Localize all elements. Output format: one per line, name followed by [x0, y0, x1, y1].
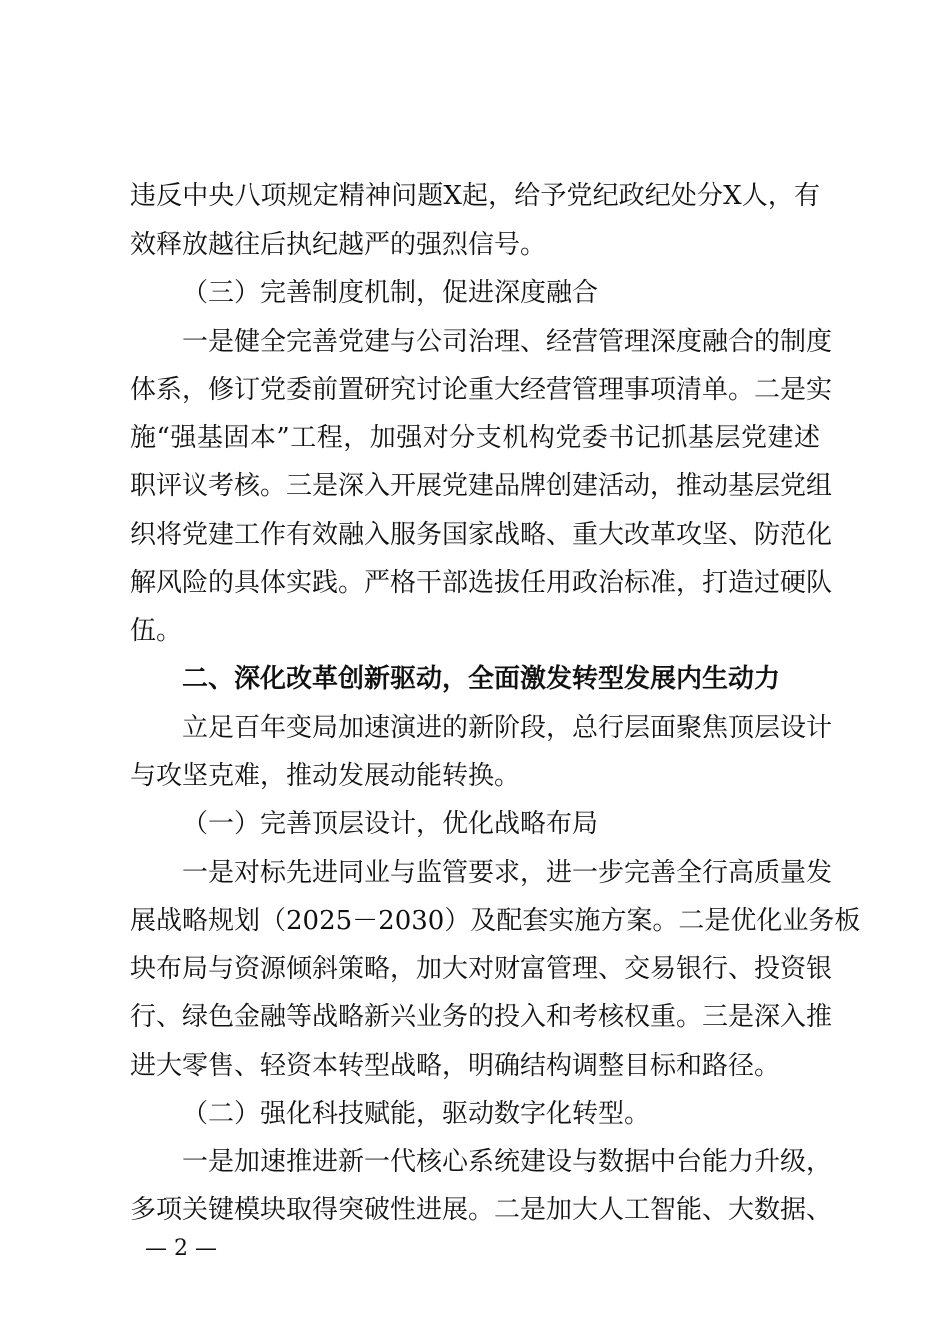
body-line: 多项关键模块取得突破性进展。二是加大人工智能、大数据、 — [130, 1195, 833, 1225]
body-line: 职评议考核。三是深入开展党建品牌创建活动，推动基层党组 — [130, 471, 833, 501]
body-line: 织将党建工作有效融入服务国家战略、重大改革攻坚、防范化 — [130, 520, 833, 550]
body-line: 与攻坚克难，推动发展动能转换。 — [130, 761, 521, 791]
body-line: 一是加速推进新一代核心系统建设与数据中台能力升级， — [182, 1147, 833, 1177]
body-line: 效释放越往后执纪越严的强烈信号。 — [130, 230, 547, 260]
body-line: 伍。 — [130, 616, 183, 646]
body-line: 立足百年变局加速演进的新阶段，总行层面聚焦顶层设计 — [182, 713, 833, 743]
body-line: 块布局与资源倾斜策略，加大对财富管理、交易银行、投资银 — [130, 954, 833, 984]
body-line: 一是健全完善党建与公司治理、经营管理深度融合的制度 — [182, 327, 833, 357]
body-line: 行、绿色金融等战略新兴业务的投入和考核权重。三是深入推 — [130, 1002, 833, 1032]
body-line: 一是对标先进同业与监管要求，进一步完善全行高质量发 — [182, 858, 833, 888]
body-line: 进大零售、轻资本转型战略，明确结构调整目标和路径。 — [130, 1051, 781, 1081]
body-line: 违反中央八项规定精神问题X起，给予党纪政纪处分X人，有 — [130, 181, 820, 211]
body-line: 展战略规划（2025－2030）及配套实施方案。二是优化业务板 — [130, 906, 861, 936]
subsection-heading: （三）完善制度机制，促进深度融合 — [182, 278, 599, 308]
body-line: 体系，修订党委前置研究讨论重大经营管理事项清单。二是实 — [130, 375, 833, 405]
subsection-heading: （一）完善顶层设计，优化战略布局 — [182, 809, 599, 839]
page-number: — 2 — — [145, 1236, 217, 1261]
body-line: 施“强基固本”工程，加强对分支机构党委书记抓基层党建述 — [130, 423, 820, 453]
body-line: 解风险的具体实践。严格干部选拔任用政治标准，打造过硬队 — [130, 568, 833, 598]
subsection-heading: （二）强化科技赋能，驱动数字化转型。 — [182, 1099, 651, 1129]
section-heading: 二、深化改革创新驱动，全面激发转型发展内生动力 — [182, 664, 781, 694]
